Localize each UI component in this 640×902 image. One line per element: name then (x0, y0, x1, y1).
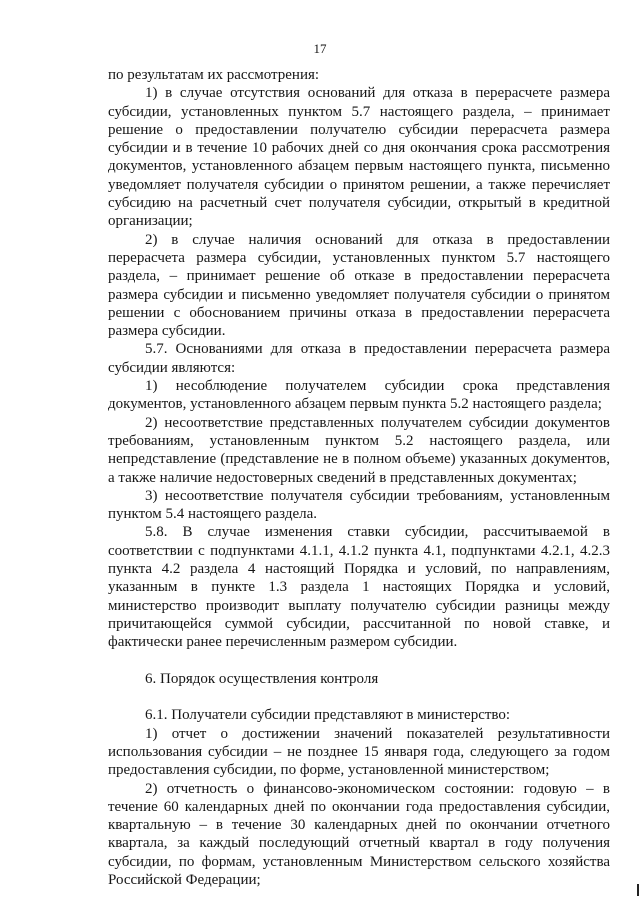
paragraph-6-1-item-2: 2) отчетность о финансово-экономическом состоянии: годовую – в течение 60 календарных дней по окончании года предоставления субсидии, квартальную – в течение 30 календарных дней по окончании отчетного квартала, за каждый последующий отчетный квартал в году получения субсидии, по формам, установленным Министерством сельского хозяйства Российской Федерации; (108, 780, 610, 889)
paragraph-5-8: 5.8. В случае изменения ставки субсидии, рассчитываемой в соответствии с подпунктами 4.1.1, 4.1.2 пункта 4.1, подпунктами 4.2.1, 4.2.3 пункта 4.2 раздела 4 настоящий Порядка и условий, по направлениям, указанным в пункте 1.3 раздела 1 настоящих Порядка и условий, министерство производит выплату получателю субсидии разницы между причитающейся суммой субсидии, рассчитанной по новой ставке, и фактически ранее перечисленным размером субсидии. (108, 524, 610, 651)
section-spacer (108, 688, 610, 706)
paragraph-continuation: по результатам их рассмотрения: (108, 67, 320, 83)
scan-edge-mark (637, 884, 639, 896)
paragraph-6-1: 6.1. Получатели субсидии представляют в министерство: (145, 707, 511, 724)
paragraph-6-1-item-1: 1) отчет о достижении значений показателей результативности использования субсидии – не позднее 15 января года, следующего за годом предоставления субсидии, по форме, установленной министерством; (108, 725, 610, 779)
paragraph-5-7: 5.7. Основаниями для отказа в предоставлении перерасчета размера субсидии являются: (108, 341, 610, 376)
paragraph-5-7-item-3: 3) несоответствие получателя субсидии требованиям, установленным пунктом 5.4 настоящего раздела. (108, 487, 610, 523)
paragraph-5-7-item-2: 2) несоответствие представленных получателем субсидии документов требованиям, установленным пунктом 5.2 настоящего раздела, или непредставление (представление не в полном объеме) указанных документов, а также наличие недостоверных сведений в представленных документах; (108, 414, 610, 486)
page-number: 17 (313, 41, 327, 56)
paragraph-item-1-no-grounds: 1) в случае отсутствия оснований для отказа в перерасчете размера субсидии, установленных пунктом 5.7 настоящего раздела, – принимает решение о предоставлении получателю субсидии перерасчета размера субсидии и в течение 10 рабочих дней со дня окончания срока рассмотрения документов, установленного абзацем первым настоящего пункта, письменно уведомляет получателя субсидии о принятом решении, а также перечисляет субсидию на расчетный счет получателя субсидии, открытый в кредитной организации; (108, 85, 610, 230)
paragraph-item-2-grounds: 2) в случае наличия оснований для отказа в предоставлении перерасчета размера субсидии, установленных пунктом 5.7 настоящего раздела, – принимает решение об отказе в предоставлении перерасчета размера субсидии и письменно уведомляет получателя субсидии о принятом решении с обоснованием причины отказа в предоставлении перерасчета размера субсидии. (108, 231, 610, 340)
section-heading-6: 6. Порядок осуществления контроля (145, 670, 379, 687)
document-body (108, 66, 610, 889)
paragraph-5-7-item-1: 1) несоблюдение получателем субсидии срока представления документов, установленного абзацем первым пункта 5.2 настоящего раздела; (108, 378, 610, 413)
section-spacer (108, 652, 610, 670)
